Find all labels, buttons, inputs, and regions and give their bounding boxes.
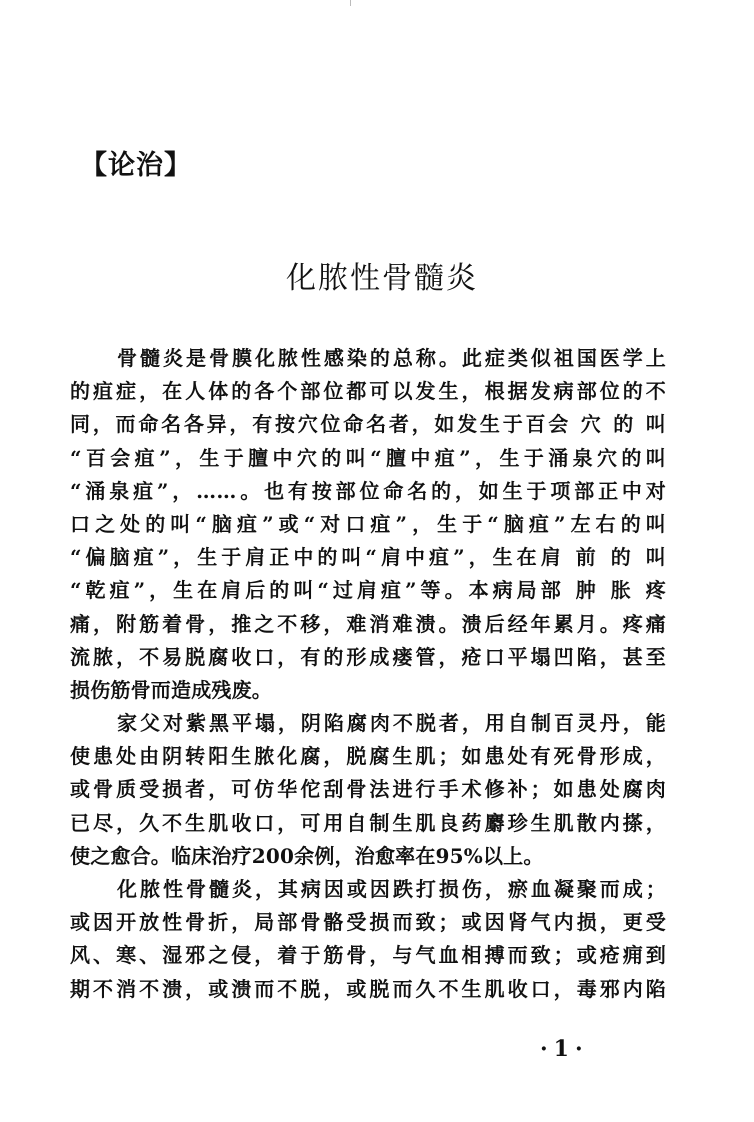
text-line: 风、寒、湿邪之侵，着于筋骨，与气血相搏而致；或疮痈到 [70, 943, 666, 968]
scan-edge-mark [350, 0, 351, 6]
text-line: 家父对紫黑平塌，阴陷腐肉不脱者，用自制百灵丹，能 [117, 711, 666, 736]
section-heading: 【论治】 [80, 150, 192, 181]
text-line: 使之愈合。临床治疗200余例，治愈率在95%以上。 [70, 843, 544, 868]
text-line: 同，而命名各异，有按穴位命名者，如发生于百会 穴 的 叫 [70, 412, 666, 437]
text-line: 流脓，不易脱腐收口，有的形成瘘管，疮口平塌凹陷，甚至 [70, 644, 666, 669]
text-line: 或因开放性骨折，局部骨骼受损而致；或因肾气内损，更受 [70, 910, 666, 935]
text-line: 的疽症，在人体的各个部位都可以发生，根据发病部位的不 [70, 379, 666, 404]
text-line: 损伤筋骨而造成残废。 [70, 677, 272, 702]
text-line: “乾疽”，生在肩后的叫“过肩疽”等。本病局部 肿 胀 疼 [70, 578, 666, 603]
text-line: 骨髓炎是骨膜化脓性感染的总称。此症类似祖国医学上 [117, 346, 666, 370]
text-line: 期不消不溃，或溃而不脱，或脱而久不生肌收口，毒邪内陷 [70, 976, 666, 1001]
text-line: “百会疽”，生于膻中穴的叫“膻中疽”，生于涌泉穴的叫 [70, 445, 666, 470]
body-text [70, 342, 666, 1006]
text-line: 口之处的叫“脑疽”或“对口疽”，生于“脑疽”左右的叫 [70, 511, 666, 536]
text-line: 已尽，久不生肌收口，可用自制生肌良药麝珍生肌散内搽， [70, 810, 666, 835]
text-line: 化脓性骨髓炎，其病因或因跌打损伤，瘀血凝聚而成； [117, 877, 666, 901]
text-line: 痛，附筋着骨，推之不移，难消难溃。溃后经年累月。疼痛 [70, 611, 666, 636]
text-line: “涌泉疽”，……。也有按部位命名的，如生于项部正中对 [70, 478, 666, 503]
text-line: 或骨质受损者，可仿华佗刮骨法进行手术修补；如患处腐肉 [70, 777, 666, 802]
text-line: “偏脑疽”，生于肩正中的叫“肩中疽”，生在肩 前 的 叫 [70, 545, 666, 570]
page-number: ·1· [540, 1036, 589, 1062]
text-line: 使患处由阴转阳生脓化腐，脱腐生肌；如患处有死骨形成， [70, 744, 666, 769]
article-title: 化脓性骨髓炎 [286, 261, 478, 296]
